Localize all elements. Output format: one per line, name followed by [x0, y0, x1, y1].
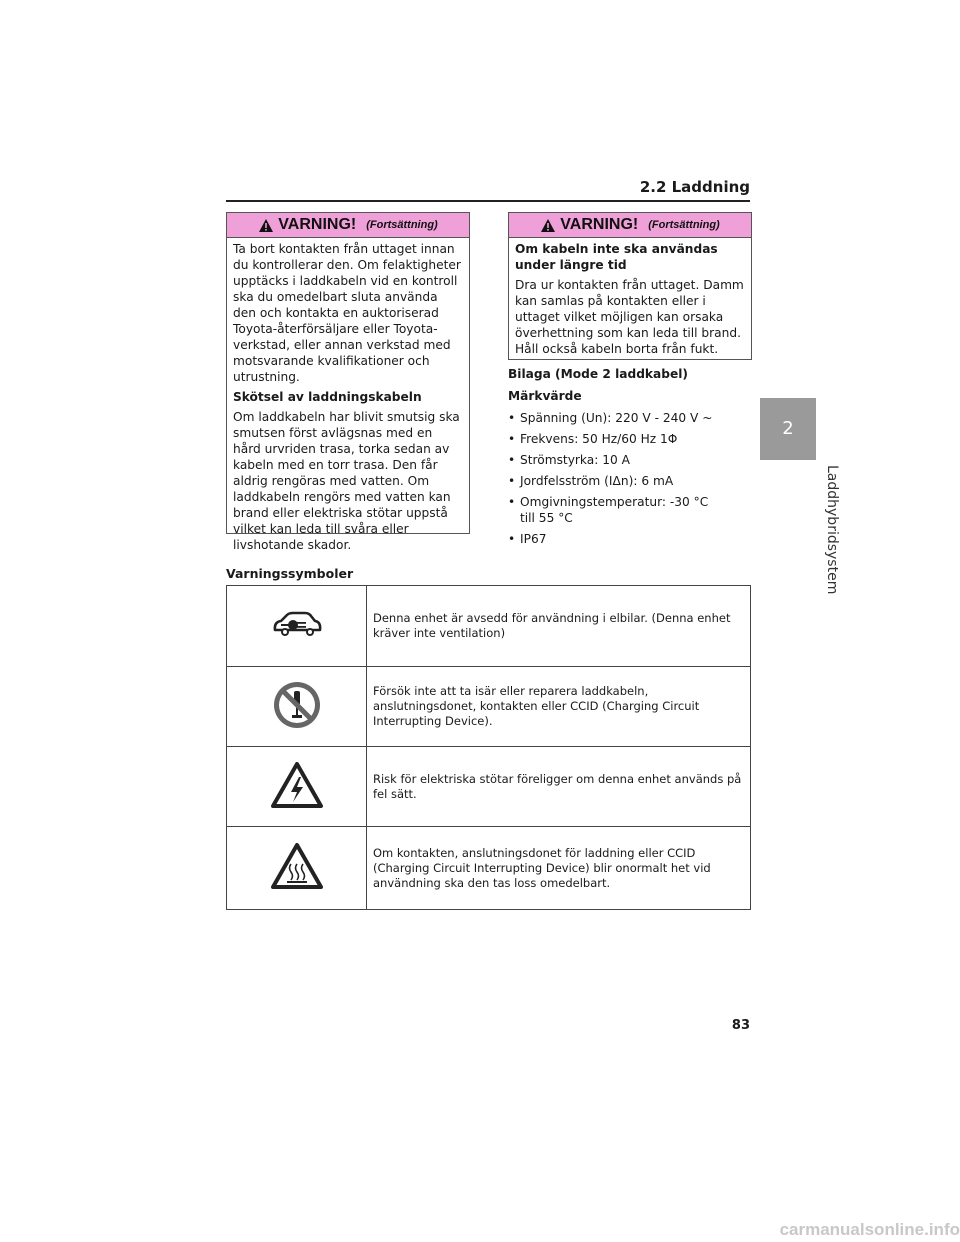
warning-symbols-table: [226, 585, 751, 910]
warning-subtitle: (Fortsättning): [366, 219, 438, 231]
rating-item: • IP67: [508, 531, 752, 547]
symbol-cell: [227, 586, 367, 667]
electric-shock-warning-icon: [270, 761, 324, 809]
warning-heading: Om kabeln inte ska användas under längre tid: [515, 242, 718, 272]
symbol-description: Denna enhet är avsedd för användning i elbilar. (Denna enhet kräver inte ventilation): [367, 586, 751, 667]
warning-subtitle: (Fortsättning): [648, 219, 720, 231]
rating-item: • Frekvens: 50 Hz/60 Hz 1Φ: [508, 431, 752, 447]
hot-surface-warning-icon: [270, 842, 324, 890]
symbol-description: Försök inte att ta isär eller reparera laddkabeln, anslutningsdonet, kontakten eller CCID (Charging Circuit Interrupting Device).: [367, 667, 751, 747]
table-row: [227, 667, 751, 747]
rating-item: • Strömstyrka: 10 A: [508, 452, 752, 468]
rating-item: • Omgivningstemperatur: -30 °C till 55 °C: [508, 494, 752, 526]
symbol-description: Om kontakten, anslutningsdonet för laddning eller CCID (Charging Circuit Interrupting Device) blir onormalt het vid användning ska den tas loss omedelbart.: [367, 827, 751, 910]
watermark: carmanualsonline.info: [779, 1220, 960, 1239]
warning-paragraph: Ta bort kontakten från uttaget innan du kontrollerar den. Om felaktigheter upptäcks i laddkabeln vid en kontroll ska du omedelbart sluta använda den och kontakta en auktoriserad Toyota-återförsäljare eller Toyota-verkstad, eller annan verkstad med motsvarande kvalifikationer och utrustning.: [233, 242, 461, 384]
electric-car-icon: [271, 610, 323, 638]
symbol-description: Risk för elektriska stötar föreligger om denna enhet används på fel sätt.: [367, 747, 751, 827]
warning-header: [509, 213, 751, 238]
section-title: 2.2 Laddning: [639, 178, 750, 196]
warning-box-left: [226, 212, 470, 552]
table-row: [227, 827, 751, 910]
warning-title: VARNING!: [560, 216, 639, 233]
page-number: 83: [731, 1018, 750, 1033]
table-row: [227, 586, 751, 667]
chapter-number-tab: 2: [760, 398, 816, 460]
symbol-cell: [227, 747, 367, 827]
symbol-cell: [227, 667, 367, 747]
warning-box-right: [508, 212, 752, 360]
warning-title: VARNING!: [278, 216, 357, 233]
warning-triangle-icon: [540, 218, 556, 233]
appendix-section: [508, 366, 752, 552]
symbol-cell: [227, 827, 367, 910]
rating-list: [508, 410, 752, 547]
rating-item: • Jordfelsström (IΔn): 6 mA: [508, 473, 752, 489]
warning-header: [227, 213, 469, 238]
warning-triangle-icon: [258, 218, 274, 233]
appendix-subheading: Märkvärde: [508, 389, 582, 403]
table-row: [227, 747, 751, 827]
symbols-heading: Varningssymboler: [226, 566, 354, 581]
warning-paragraph: Om laddkabeln har blivit smutsig ska smutsen först avlägsnas med en hård urvriden trasa, torka sedan av kabeln med en torr trasa. Den får aldrig rengöras med vatten. Om laddkabeln rengörs med vatten kan brand eller elektriska stötar uppstå vilket kan leda till svåra eller livshotande skador.: [233, 410, 460, 552]
warning-paragraph: Dra ur kontakten från uttaget. Damm kan samlas på kontakten eller i uttaget vilket möjligen kan orsaka överhettning som kan leda till brand. Håll också kabeln borta från fukt.: [515, 278, 744, 356]
no-disassembly-icon: [271, 679, 323, 731]
appendix-heading: Bilaga (Mode 2 laddkabel): [508, 367, 689, 381]
section-divider: [226, 200, 750, 202]
rating-item: • Spänning (Un): 220 V - 240 V ~: [508, 410, 752, 426]
warning-heading: Skötsel av laddningskabeln: [233, 390, 422, 404]
chapter-name: Laddhybridsystem: [824, 465, 840, 595]
